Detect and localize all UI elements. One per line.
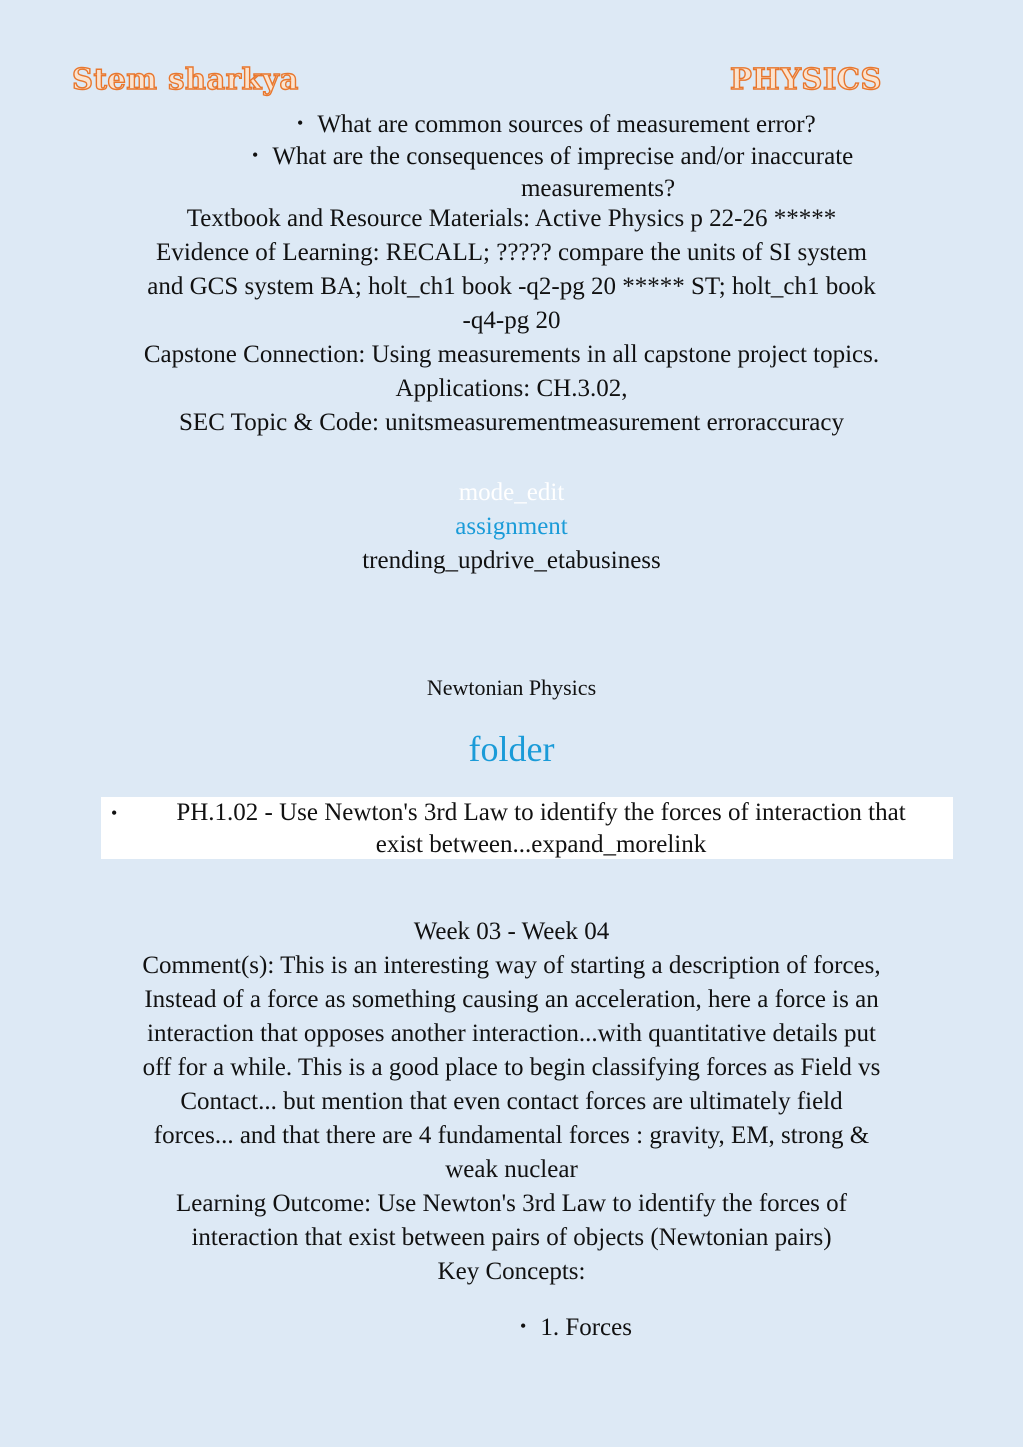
learning-outcome-line: interaction that exist between pairs of objects (Newtonian pairs) [191, 1224, 832, 1251]
subject-brand: PHYSICS [730, 62, 882, 96]
question-item: • What are common sources of measurement error? [297, 108, 816, 143]
key-concepts-heading: Key Concepts: [437, 1258, 586, 1285]
bullet-icon [297, 111, 317, 138]
outcome-list-item[interactable] [101, 797, 953, 859]
trending-icon[interactable]: trending_updrive_etabusiness [362, 547, 661, 574]
subject-title: Newtonian Physics [426, 675, 597, 700]
comment-line: interaction that opposes another interaction...with quantitative details put [147, 1020, 876, 1047]
question-text-continued: measurements? [520, 175, 676, 202]
comment-line: Instead of a force as something causing an acceleration, here a force is an [144, 986, 879, 1013]
weeks-range: Week 03 - Week 04 [413, 918, 610, 945]
capstone-line: Capstone Connection: Using measurements in all capstone project topics. [143, 341, 880, 368]
question-item [252, 140, 853, 175]
icon-links [0, 476, 1023, 578]
comment-line: Contact... but mention that even contact forces are ultimately field [180, 1088, 843, 1115]
comment-line: forces... and that there are 4 fundamental forces : gravity, EM, strong & [153, 1122, 870, 1149]
bullet-icon: • [111, 803, 118, 823]
comment-line: off for a while. This is a good place to begin classifying forces as Field vs [142, 1054, 881, 1081]
bullet-icon [252, 143, 272, 170]
evidence-line: Evidence of Learning: RECALL; ????? compare the units of SI system [156, 239, 867, 266]
question-text: What are the consequences of imprecise and/or inaccurate [272, 143, 854, 170]
comment-line: weak nuclear [445, 1156, 578, 1183]
textbook-line: Textbook and Resource Materials: Active Physics p 22-26 ***** [186, 205, 837, 232]
expand-more-link[interactable]: exist between...expand_morelink [375, 831, 707, 858]
site-brand: Stem sharkya [72, 62, 299, 96]
lesson-section [0, 915, 1023, 1289]
bullet-icon [520, 1314, 540, 1341]
applications-line: Applications: CH.3.02, [395, 375, 628, 402]
assignment-icon[interactable]: assignment [455, 513, 568, 540]
sec-topic-line: SEC Topic & Code: unitsmeasurementmeasurement erroraccuracy [179, 409, 844, 436]
evidence-line: -q4-pg 20 [462, 307, 561, 334]
mode-edit-icon[interactable]: mode_edit [458, 479, 565, 506]
learning-outcome-line: Learning Outcome: Use Newton's 3rd Law to identify the forces of [176, 1190, 847, 1217]
folder-icon[interactable]: folder [468, 729, 555, 769]
evidence-line: and GCS system BA; holt_ch1 book -q2-pg 20 ***** ST; holt_ch1 book [147, 273, 876, 300]
concept-item: • 1. Forces [520, 1311, 632, 1346]
comment-line: Comment(s): This is an interesting way of starting a description of forces, [142, 952, 881, 979]
outcome-text: PH.1.02 - Use Newton's 3rd Law to identify the forces of interaction that exist between...expand_morelink [141, 797, 941, 861]
details-section [0, 202, 1023, 440]
